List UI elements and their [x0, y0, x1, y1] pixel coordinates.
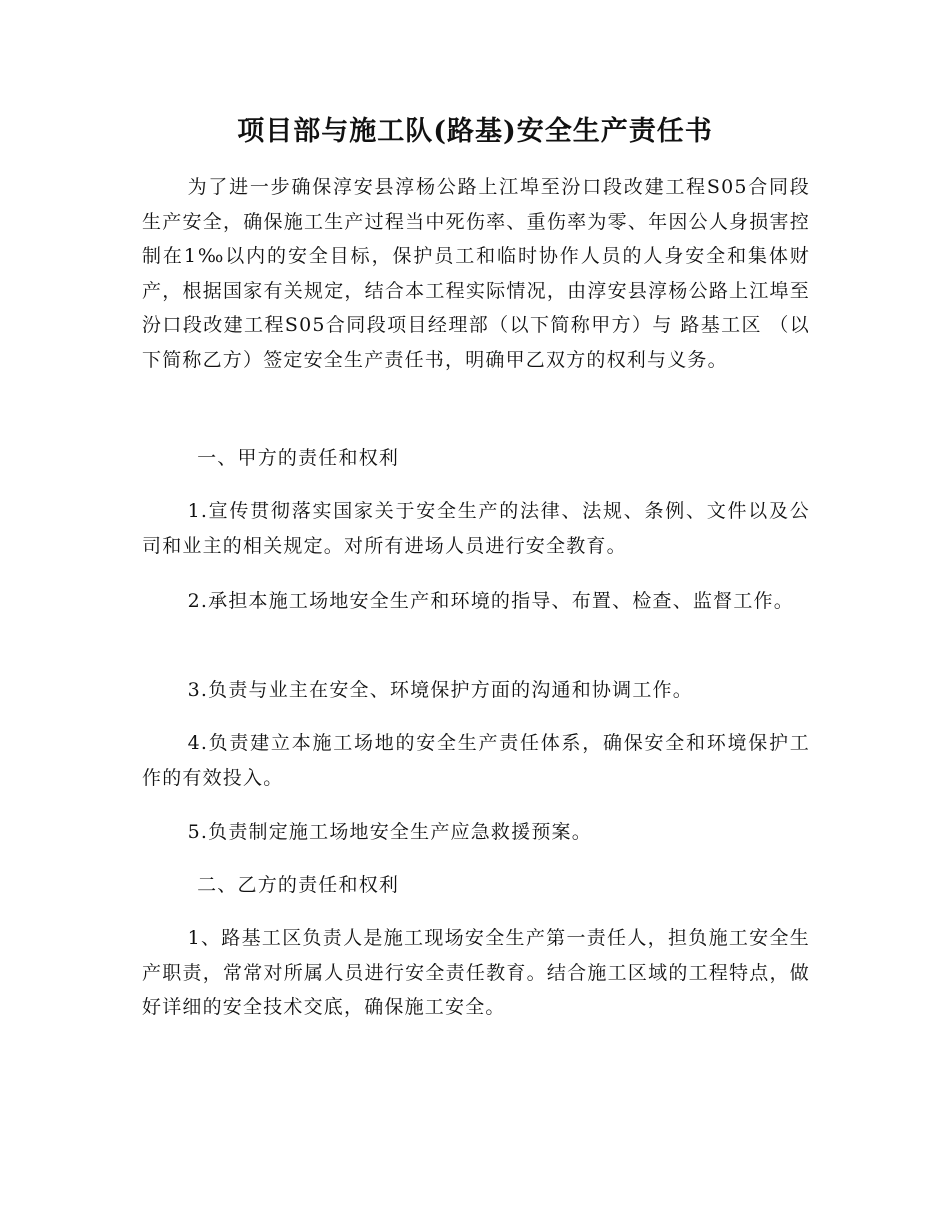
- party-a-item-1: 1.宣传贯彻落实国家关于安全生产的法律、法规、条例、文件以及公司和业主的相关规定。对所有进场人员进行安全教育。: [142, 500, 810, 557]
- section-heading-party-b: 二、乙方的责任和权利: [197, 874, 400, 896]
- section-heading-party-a: 一、甲方的责任和权利: [197, 447, 400, 469]
- document-title: 项目部与施工队(路基)安全生产责任书: [237, 116, 713, 147]
- party-b-item-1: 1、路基工区负责人是施工现场安全生产第一责任人，担负施工安全生产职责，常常对所属人员进行安全责任教育。结合施工区域的工程特点，做好详细的安全技术交底，确保施工安全。: [142, 927, 810, 1018]
- party-a-item-5: 5.负责制定施工场地安全生产应急救援预案。: [187, 821, 592, 843]
- party-a-item-3: 3.负责与业主在安全、环境保护方面的沟通和协调工作。: [187, 679, 693, 701]
- intro-paragraph: 为了进一步确保淳安县淳杨公路上江埠至汾口段改建工程S05合同段生产安全，确保施工生产过程当中死伤率、重伤率为零、年因公人身损害控制在1‰以内的安全目标，保护员工和临时协作人员的人身安全和集体财产，根据国家有关规定，结合本工程实际情况，由淳安县淳杨公路上江埠至汾口段改建工程S05合同段项目经理部（以下简称甲方）与 路基工区 （以下简称乙方）签定安全生产责任书，明确甲乙双方的权利与义务。: [142, 176, 810, 371]
- party-a-item-2: 2.承担本施工场地安全生产和环境的指导、布置、检查、监督工作。: [187, 590, 794, 612]
- party-a-item-4: 4.负责建立本施工场地的安全生产责任体系，确保安全和环境保护工作的有效投入。: [142, 732, 810, 789]
